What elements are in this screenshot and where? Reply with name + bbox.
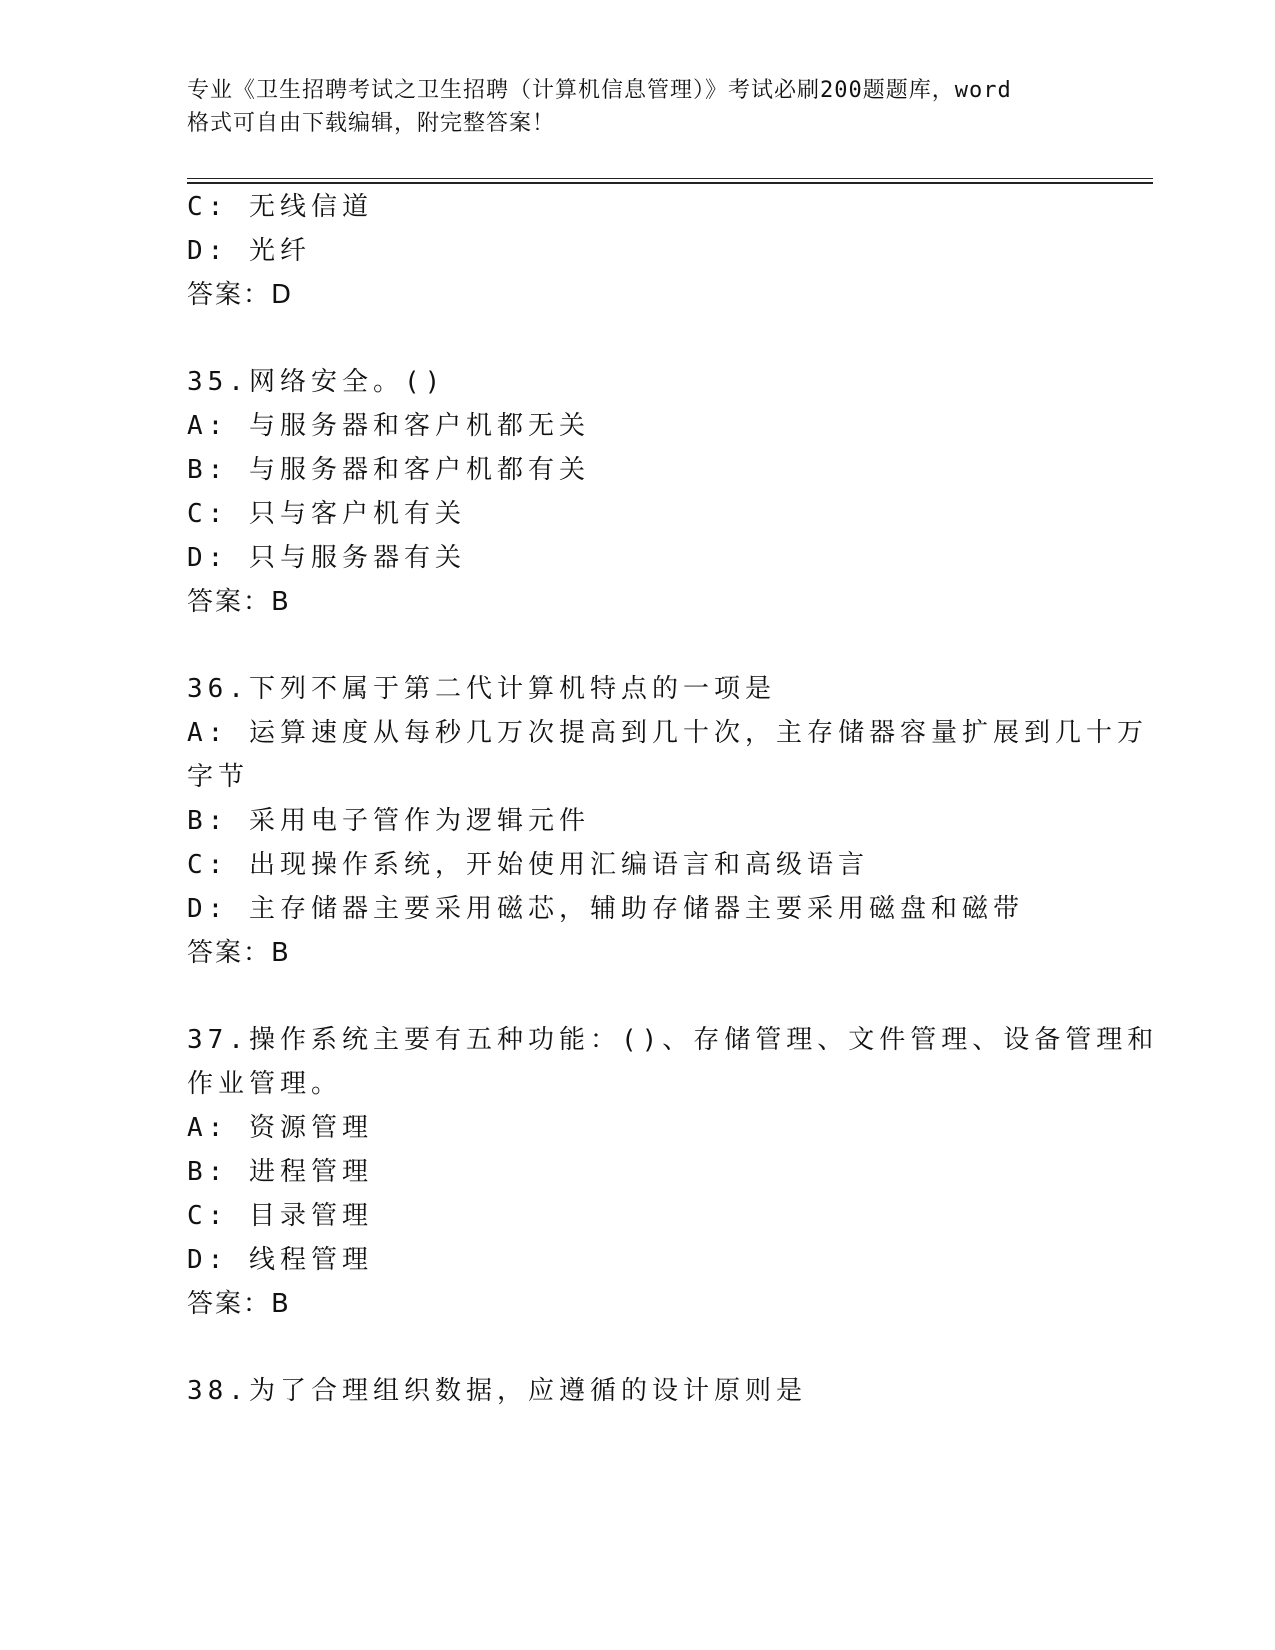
header-divider-thick <box>187 182 1153 184</box>
q37-option-c: C: 目录管理 <box>187 1201 373 1231</box>
q35-option-b: B: 与服务器和客户机都有关 <box>187 455 590 485</box>
q36-answer: 答案：B <box>187 938 291 968</box>
q34-answer: 答案：D <box>187 280 294 310</box>
q35-answer: 答案：B <box>187 587 291 617</box>
q37-option-a: A: 资源管理 <box>187 1113 373 1143</box>
q37-option-d: D: 线程管理 <box>187 1245 373 1275</box>
q37-question-line-1: 37.操作系统主要有五种功能：()、存储管理、文件管理、设备管理和 <box>187 1025 1159 1055</box>
header-divider-thin <box>187 178 1153 179</box>
q37-question-line-2: 作业管理。 <box>187 1069 343 1099</box>
q38-question: 38.为了合理组织数据，应遵循的设计原则是 <box>187 1376 807 1406</box>
q36-option-c: C: 出现操作系统，开始使用汇编语言和高级语言 <box>187 850 869 880</box>
q35-option-c: C: 只与客户机有关 <box>187 499 466 529</box>
q35-question: 35.网络安全。() <box>187 367 446 397</box>
header-line-2: 格式可自由下载编辑，附完整答案！ <box>187 111 556 136</box>
q36-option-d: D: 主存储器主要采用磁芯，辅助存储器主要采用磁盘和磁带 <box>187 894 1024 924</box>
q37-answer: 答案：B <box>187 1289 291 1319</box>
q35-option-d: D: 只与服务器有关 <box>187 543 466 573</box>
q35-option-a: A: 与服务器和客户机都无关 <box>187 411 590 441</box>
q36-option-a-line-1: A: 运算速度从每秒几万次提高到几十次，主存储器容量扩展到几十万 <box>187 718 1148 748</box>
q36-question: 36.下列不属于第二代计算机特点的一项是 <box>187 674 776 704</box>
q37-option-b: B: 进程管理 <box>187 1157 373 1187</box>
document-header <box>187 74 1087 140</box>
q36-option-b: B: 采用电子管作为逻辑元件 <box>187 806 590 836</box>
header-line-1: 专业《卫生招聘考试之卫生招聘（计算机信息管理）》考试必刷200题题库，word <box>187 78 1012 103</box>
q36-option-a-line-2: 字节 <box>187 762 250 792</box>
q34-option-c: C: 无线信道 <box>187 192 373 222</box>
q34-option-d: D: 光纤 <box>187 236 311 266</box>
